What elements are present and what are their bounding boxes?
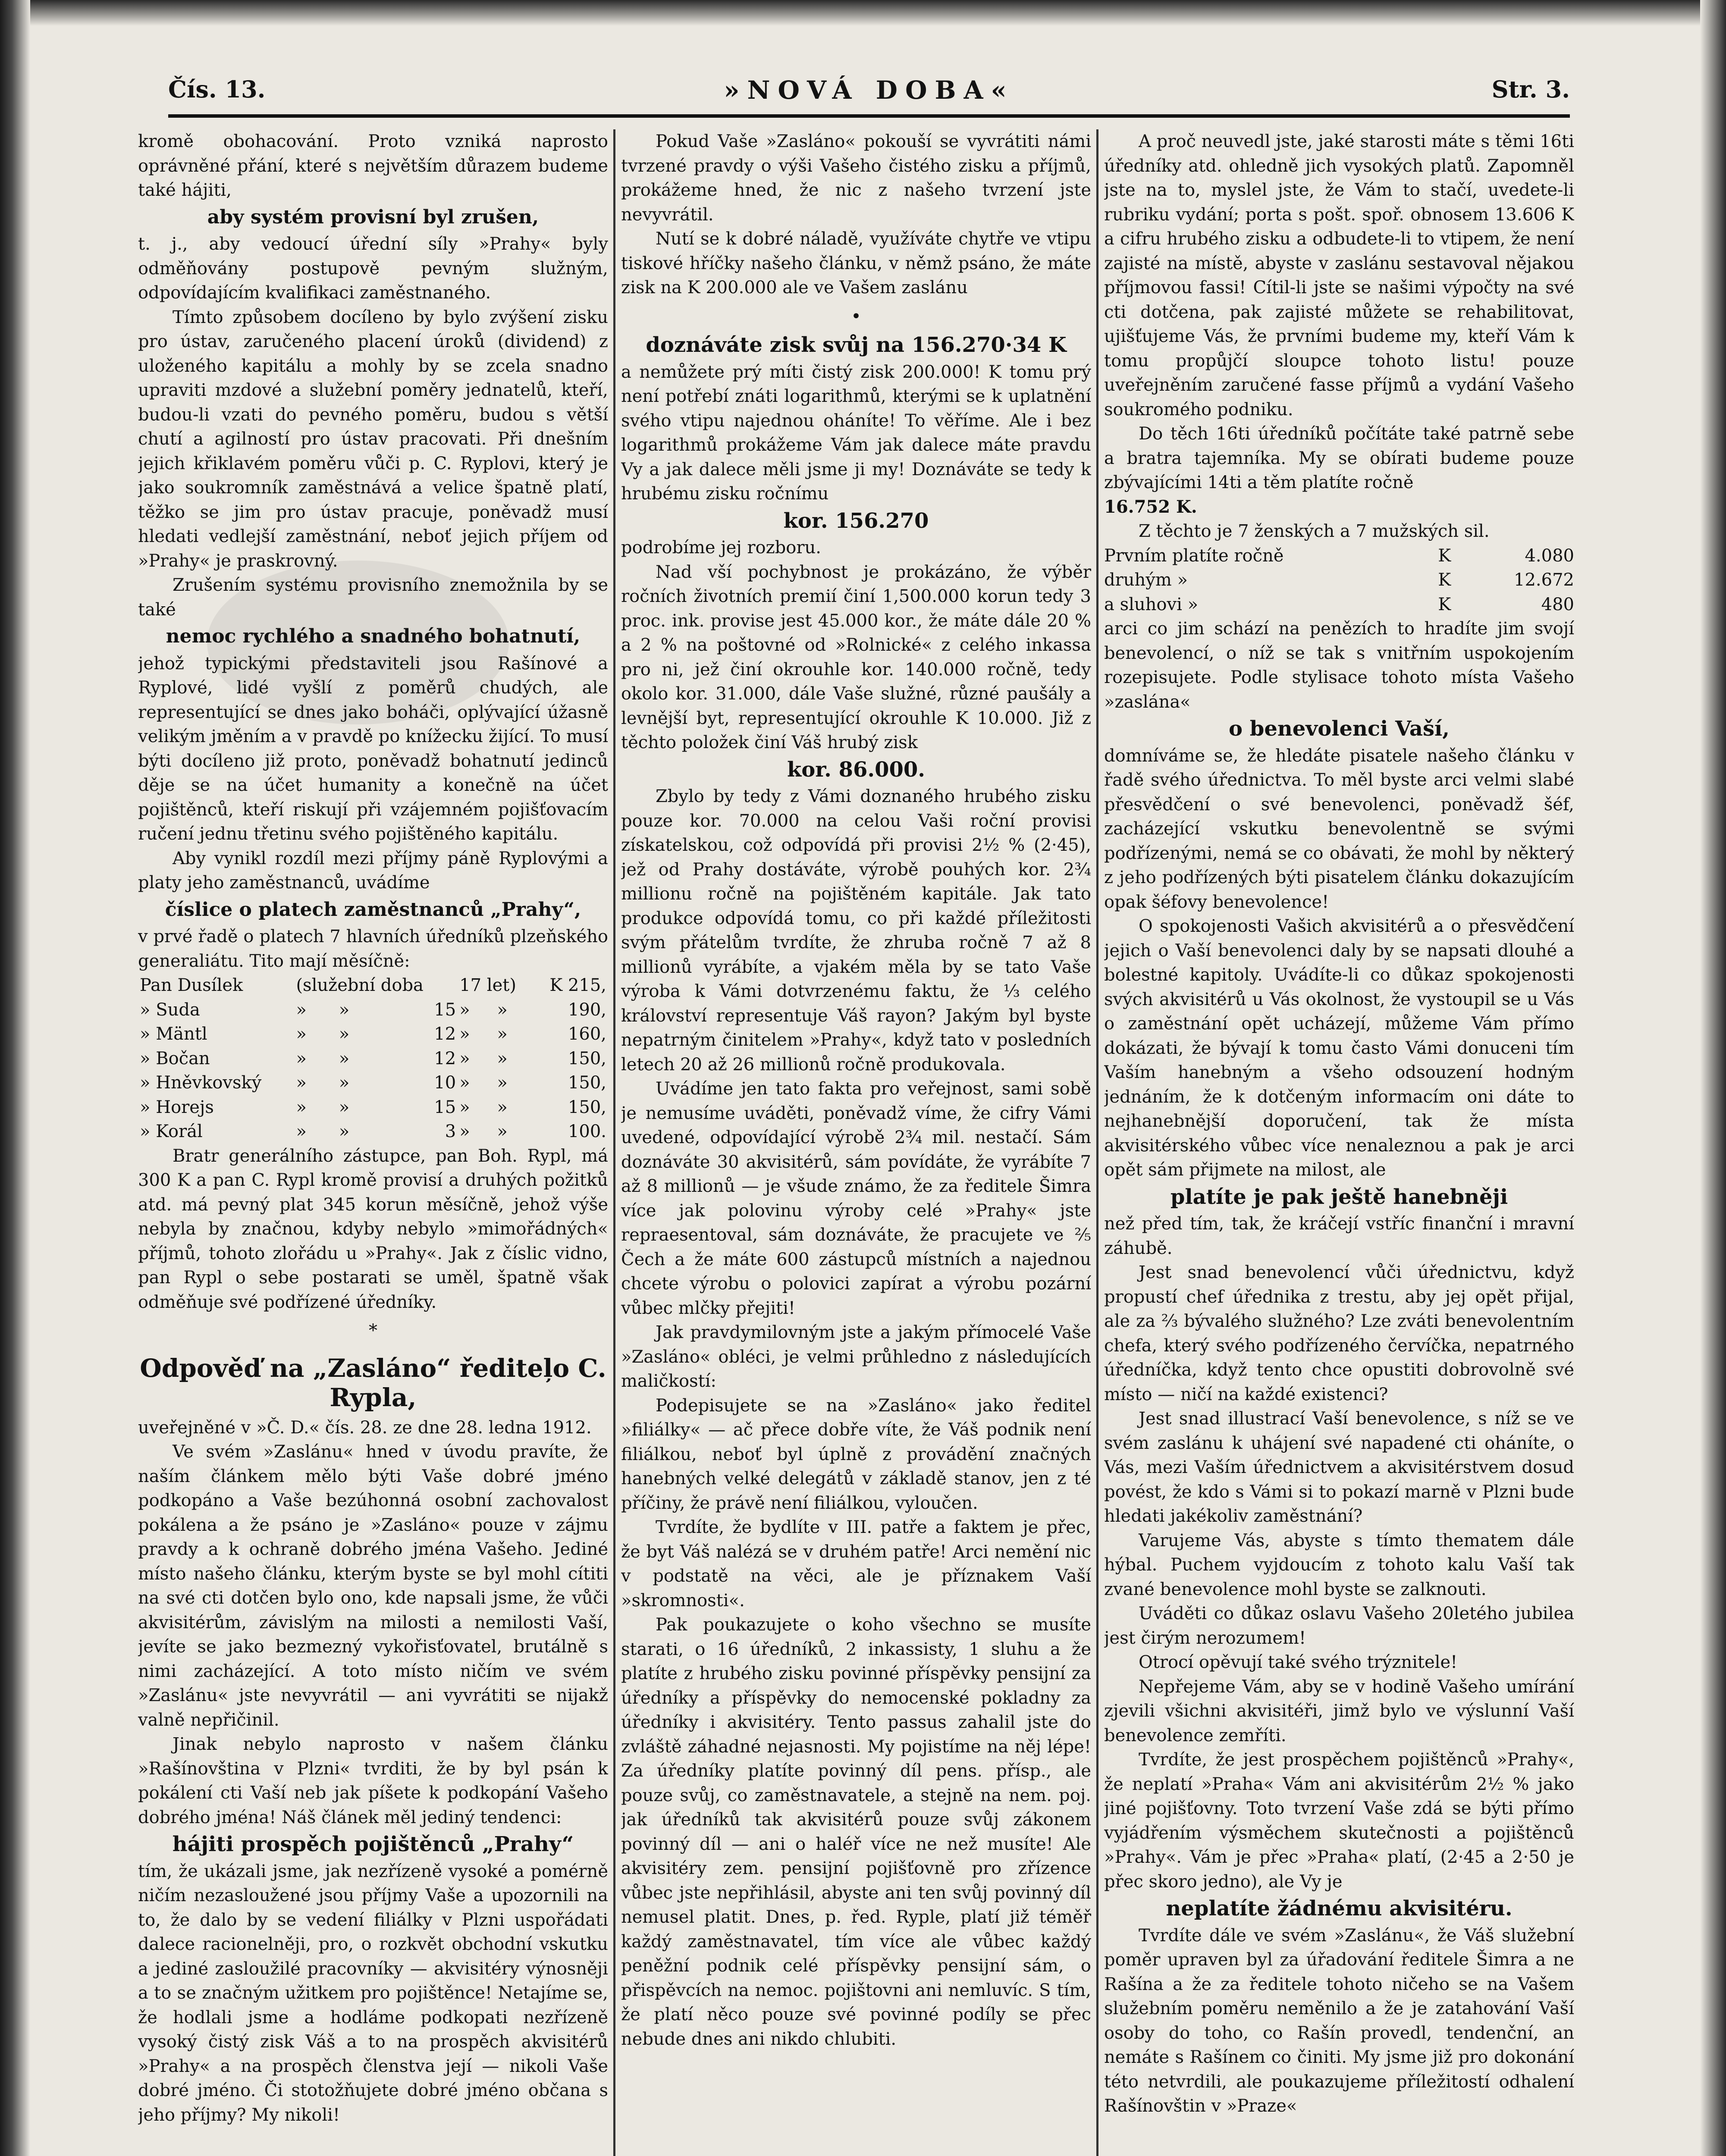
paragraph: podrobíme jej rozboru. bbox=[621, 538, 821, 558]
paragraph: Tímto způsobem docíleno by bylo zvýšení zisku pro ústav, zaručeného placení úroků (dividend) z uloženého kapitálu a mohly by se zcela snadno upraviti mzdové a služební poměry jednatelů, kteří, budou-li vzati do pevného poměru, budou s větší chutí a agilností pro ústav pracovati. Při dnešním jejich křiklavém poměru vůči p. C. Ryplovi, který je jako soukromník zaměstnává a velice špatně platí, těžko se jim pro ústav pracuje, poněvadž musí hledati vedlejší zaměstnání, neboť jejich příjem od »Prahy« je praskrovný. bbox=[138, 307, 608, 571]
table-cell: K bbox=[1438, 545, 1451, 566]
paragraph: t. j., aby vedoucí úřední síly »Prahy« byly odměňovány postupově pevným služným, odpovídajícím kvalifikaci zaměstnaného. bbox=[138, 234, 608, 303]
subheading: kor. 86.000. bbox=[787, 757, 925, 782]
subheading: o benevolenci Vaší, bbox=[1229, 717, 1450, 741]
table-cell: » bbox=[497, 1000, 508, 1020]
subheading: aby systém provisní byl zrušen, bbox=[207, 206, 539, 228]
table-cell: » bbox=[459, 1024, 470, 1044]
table-cell: 150, bbox=[568, 1073, 606, 1093]
table-cell: Prvním platíte ročně bbox=[1104, 545, 1284, 566]
table-cell: » bbox=[339, 1024, 350, 1044]
paragraph: Z těchto je 7 ženských a 7 mužských sil. bbox=[1139, 521, 1490, 541]
paragraph: Jest snad illustrací Vaší benevolence, s níž se ve svém zaslánu k uhájení své napadené cti oháníte, o Vás, mezi Vaším úřednictvem a akvisitérstvem dosud povést, že kdo s Vámi si to pokazí marně v Plzni bude hledati jakékoliv zaměstnání? bbox=[1104, 1409, 1574, 1526]
subheading: nemoc rychlého a snadného bohatnutí, bbox=[166, 625, 581, 647]
table-cell: » bbox=[339, 1097, 350, 1117]
table-row bbox=[1104, 592, 1574, 617]
table-row bbox=[138, 1071, 608, 1095]
subheading: kor. 156.270 bbox=[783, 508, 929, 533]
table-cell: » bbox=[339, 1000, 350, 1020]
table-cell: » Hněvkovský bbox=[140, 1073, 262, 1093]
table-cell: 3 bbox=[445, 1122, 456, 1141]
table-cell: 160, bbox=[568, 1024, 606, 1044]
table-row bbox=[138, 1022, 608, 1047]
paragraph: Varujeme Vás, abyste s tímto thematem dále hýbal. Puchem vyjdoucím z tohoto kalu Vaší tak zvané benevolence mohl byste se zalknouti. bbox=[1104, 1530, 1574, 1599]
table-cell: » bbox=[296, 1097, 307, 1117]
column-divider bbox=[613, 129, 615, 2156]
table-cell: » bbox=[459, 1097, 470, 1117]
table-cell: » Horejs bbox=[140, 1097, 214, 1117]
paragraph: arci co jim schází na penězích to hradíte jim svojí benevolencí, o níž se tak s vnitřním uspokojením rozepisujete. Podle stylisace tohoto místa Vašeho »zaslána« bbox=[1104, 619, 1574, 712]
table-cell: 15 bbox=[434, 1097, 456, 1117]
paragraph: jehož typickými představiteli jsou Rašínové a Ryplové, lidé vyšlí z poměrů chudých, ale representující se dnes jako boháči, oplývající úžasně velikým jměním a v pravdě po knížecku žijící. To musí býti docíleno již proto, poněvadž bohatnutí jedinců děje se na účet humanity a konečně na účet pojištěnců, kteří riskují při vzájemném pojišťovacím ručení jednu třetinu svého pojištěného kapitálu. bbox=[138, 653, 608, 844]
paragraph: v prvé řadě o platech 7 hlavních úředníků plzeňského generaliátu. Tito mají měsíčně: bbox=[138, 927, 608, 971]
table-cell: a sluhovi » bbox=[1104, 594, 1199, 614]
page-number: Str. 3. bbox=[1491, 75, 1570, 103]
table-cell: 12.672 bbox=[1514, 570, 1574, 590]
amount-highlight: 16.752 K. bbox=[1104, 496, 1197, 517]
paragraph: Tvrdíte, že bydlíte v III. patře a faktem je přec, že byt Váš nalézá se v druhém patře! Arci nemění nic v podstatě na věci, ale je příznakem Vaší »skromnosti«. bbox=[621, 1517, 1091, 1611]
paragraph: Jinak nebylo naprosto v našem článku »Rašínovština v Plzni« tvrditi, že by byl psán k pokálení cti Vaší neb jak píšete k podkopání Vašeho dobrého jména! Náš článek měl jediný tendenci: bbox=[138, 1734, 608, 1827]
paragraph: A proč neuvedl jste, jaké starosti máte s těmi 16ti úředníky atd. ohledně jich vysokých platů. Zapomněl jste na to, myslel jste, že Vám to stačí, uvedete-li rubriku vydání; porta s pošt. spoř. obnosem 13.606 K a cifru hrubého zisku a odbudete-li to vtipem, že není zajisté na místě, abyste v zaslánu sestavoval nějakou příjmovou fassi! Cítil-li jste se našimi výpočty na své cti dotčena, pak zajisté můžete se rehabilitovat, ujišťujeme Vás, že prvními budeme my, kteří Vám k tomu propůjčí sloupce tohoto listu! pouze uveřejněním zaručené fasse příjmů a vydání Vašeho soukromého podniku. bbox=[1104, 132, 1574, 420]
paragraph: Nutí se k dobré náladě, využíváte chytře ve vtipu tiskové hříčky našeho článku, v němž psáno, že máte zisk na K 200.000 ale ve Vašem zaslánu bbox=[621, 229, 1091, 298]
table-cell: 12 bbox=[434, 1024, 456, 1044]
table-cell: » bbox=[459, 1122, 470, 1141]
column-1 bbox=[138, 129, 608, 2156]
table-cell: » bbox=[339, 1122, 350, 1141]
section-separator: • bbox=[851, 306, 861, 326]
subheading: platíte je pak ještě hanebněji bbox=[1170, 1185, 1508, 1209]
table-cell: 100. bbox=[568, 1122, 606, 1141]
paragraph: Bratr generálního zástupce, pan Boh. Rypl, má 300 K a pan C. Rypl kromě provisí a druhých požitků atd. má pevný plat 345 korun měsíčně, jehož výše nebyla by značnou, kdyby nebylo »mimořádných« příjmů, tohoto zlořádu u »Prahy«. Jak z čísliс vidno, pan Rypl o sebe postarati se uměl, špatně však odměňuje své podřízené úředníky. bbox=[138, 1146, 608, 1312]
table-row bbox=[1104, 568, 1574, 592]
paragraph: Pokud Vaše »Zasláno« pokouší se vyvrátiti námi tvrzené pravdy o výši Vašeho čistého zisku a příjmů, prokážeme hned, že nic z našeho tvrzení jste nevyvrátil. bbox=[621, 132, 1091, 225]
table-cell: » bbox=[296, 1122, 307, 1141]
table-row bbox=[138, 1119, 608, 1144]
table-cell: » Korál bbox=[140, 1122, 203, 1141]
article-headline: Odpověď na „Zasláno“ řediteļo C. Rypla, bbox=[140, 1353, 606, 1412]
table-cell: » bbox=[497, 1097, 508, 1117]
paragraph: Uvádíme jen tato fakta pro veřejnost, sami sobě je nemusíme uváděti, poněvadž víme, že cifry Vámi uvedené, odpovídající výrobě 2¾ mil. nestačí. Sám doznáváte 30 akvisitérů, sám povídáte, že vyrábíte 7 až 8 millionů — je všude známo, že za ředitele Šimra více jak polovinu výroby celé »Prahy« jste repraesentoval, sám doznáváte, že pracujete ve ⅖ Čech a že máte 600 zástupců místních a najednou chcete výrobu o polovici zapírat a výrobu pozární vůbec mlčky přejiti! bbox=[621, 1079, 1091, 1318]
article-subtitle: uveřejněné v »Č. D.« čís. 28. ze dne 28. ledna 1912. bbox=[138, 1417, 592, 1438]
table-cell: » Mäntl bbox=[140, 1024, 207, 1044]
subheading: neplatíte žádnému akvisitéru. bbox=[1166, 1896, 1513, 1921]
table-cell: 15 bbox=[434, 1000, 456, 1020]
table-cell: 150, bbox=[568, 1097, 606, 1117]
page-header bbox=[168, 75, 1570, 110]
paragraph: Pak poukazujete o koho všechno se musíte starati, o 16 úředníků, 2 inkassisty, 1 sluhu a že platíte z hrubého zisku povinné příspěvky pensijní za úředníky a příspěvky do nemocenské pokladny za úředníky i akvisitéry. Tento passus zahalil jste do zvláště záhadné nejasnosti. My pojistíme na něj lépe! Za úředníky platíte povinný díl pens. přísp., ale pouze svůj, co zaměstnavatele, a stejně na nem. poj. jak úředníků tak akvisitérů pouze svůj zákonem povinný díl — ani o haléř více ne než musíte! Ale akvisitéry zem. pensijní pojišťovně pro zřízence vůbec jste nepřihlásil, abyste ani ten svůj povinný díl nemusel platit. Dnes, p. řed. Ryple, platí již téměř každý zaměstnavatel, tím více ale vůbec každý peněžní podnik celé příspěvky pensijní sám, o přispěvcích na nemoc. pojištovni ani nemluvíc. S tím, že platí něco pouze své povinné podíly se přec nebude dnes ani nikdo chlubiti. bbox=[621, 1615, 1091, 2049]
table-cell: 4.080 bbox=[1525, 545, 1574, 566]
table-cell: 10 bbox=[434, 1073, 456, 1093]
paragraph: než před tím, tak, že kráčejí vstříc finanční i mravní záhubě. bbox=[1104, 1214, 1574, 1258]
table-cell: » bbox=[296, 1073, 307, 1093]
paragraph: Uváděti co důkaz oslavu Vašeho 20letého jubilea jest čirým nerozumem! bbox=[1104, 1604, 1574, 1648]
paragraph: O spokojenosti Vašich akvisitérů a o přesvědčení jejich o Vaší benevolenci daly by se napsati dlouhé a bolestné kapitoly. Uvádíte-li co důkaz spokojenosti svých akvisitérů u Vás okolnost, že vystoupil se u Vás o zaměstnání opět ucházejí, můžeme Vám přímo dokázati, že bývají k tomu často Vámi donuceni tím Vaším hanebným a všeho odsouzení hodným jednáním, že k dotčeným informacím oni dáte to nejhanebnější doporučení, tak že místa akvisitérského vůbec více nenaleznou a pak je arci opět sám přijmete na milost, ale bbox=[1104, 916, 1574, 1180]
paragraph: tím, že ukázali jsme, jak nezřízeně vysoké a pomérně ničím nezasloužené jsou příjmy Vaše a upozornili na to, že dalo by se vedení filiálky v Plzni uspořádati dalece racionelněji, pro, o rozkvět obchodní vskutku a jediné zasloužilé pracovníky — akvisitéry výnosněji a to se značným užitkem pro pojištěnce! Netajíme se, že hodlali jsme a hodláme podkopati nezřízeně vysoký čistý zisk Váš a to na prospěch akvisitérů »Prahy« a na prospěch členstva její — nikoli Vaše dobré jméno. Či stotožňujete dobré jméno občana s jeho příjmy? My nikoli! bbox=[138, 1861, 608, 2125]
table-cell: druhým » bbox=[1104, 570, 1188, 590]
paragraph: Nepřejeme Vám, aby se v hodině Vašeho umírání zjevili všichni akvisitéři, jimž bylo ve výslunní Vaší benevolence zemříti. bbox=[1104, 1677, 1574, 1745]
table-cell: 12 bbox=[434, 1048, 456, 1069]
scan-edge-top bbox=[0, 0, 1726, 26]
paragraph: Do těch 16ti úředníků počítáte také patrně sebe a bratra tajemníka. My se obírati budeme pouze zbývajícími 14ti a těm platíte ročně bbox=[1104, 424, 1574, 492]
table-cell: 150, bbox=[568, 1048, 606, 1069]
table-row bbox=[138, 1047, 608, 1071]
table-cell: » Bočan bbox=[140, 1048, 210, 1069]
scan-edge-right bbox=[1700, 0, 1726, 2156]
subheading: hájiti prospěch pojištěnců „Prahy“ bbox=[172, 1832, 574, 1856]
column-2 bbox=[621, 129, 1091, 2156]
table-row bbox=[1104, 544, 1574, 568]
table-cell: 190, bbox=[568, 1000, 606, 1020]
table-cell: » bbox=[296, 1024, 307, 1044]
table-cell: » bbox=[459, 1000, 470, 1020]
table-cell: Pan Dusílek bbox=[140, 975, 243, 995]
header-rule bbox=[168, 114, 1570, 118]
paragraph: Otrocí opěvují také svého trýznitele! bbox=[1139, 1652, 1458, 1672]
table-cell: » bbox=[459, 1048, 470, 1069]
paragraph: Jak pravdymilovným jste a jakým přímocelé Vaše »Zasláno« obléci, je velmi průhledno z následujících maličkostí: bbox=[621, 1322, 1091, 1391]
scan-edge-left bbox=[0, 0, 30, 2156]
paragraph: Podepisujete se na »Zasláno« jako ředitel »filiálky« — ač přece dobře víte, že Váš podnik není filiálkou, neboť byl úplně z provádění značných hanebných velké delegátů v základě stanov, jen z té příčiny, že právě není filiálkou, vyloučen. bbox=[621, 1395, 1091, 1513]
salary-table bbox=[138, 973, 608, 1144]
paragraph: a nemůžete prý míti čistý zisk 200.000! K tomu prý není potřebí znáti logarithmů, kterými se k uplatnění svého vtipu najednou oháníte! To věříme. Ale i bez logarithmů prokážeme Vám jak dalece máte pravdu Vy a jak dalece měli jsme ji my! Doznáváte se tedy k hrubému zisku ročnímu bbox=[621, 362, 1091, 504]
column-3 bbox=[1104, 129, 1574, 2156]
table-cell: » bbox=[497, 1048, 508, 1069]
paragraph: Zrušením systému provisního znemožnila by se také bbox=[138, 575, 608, 620]
table-cell: K 215, bbox=[549, 975, 606, 995]
table-cell: » bbox=[339, 1073, 350, 1093]
paragraph: Jest snad benevolencí vůči úřednictvu, když propustí chef úřednika z trestu, aby jej opět přijal, ale za ⅔ bývalého služného? Lze zváti benevolentním chefa, který svého podřízeného červíčka, nepatrného úředníčka, když tento chce opustiti dobrovolně své místo — ničí na každé existenci? bbox=[1104, 1263, 1574, 1404]
table-cell: (služební doba bbox=[296, 975, 424, 995]
paragraph: Tvrdíte, že jest prospěchem pojištěnců »Prahy«, že neplatí »Praha« Vám ani akvisitérům 2½ % jako jiné pojišťovny. Toto tvrzení Vaše zdá se býti přímo vyjádřením výsměchem skutečnosti a pojištěnců »Prahy«. Vám je přec »Praha« platí, (2·45 a 2·50 je přec skoro jedno), ale Vy je bbox=[1104, 1750, 1574, 1892]
table-cell: » bbox=[296, 1048, 307, 1069]
paragraph: domníváme se, že hledáte pisatele našeho článku v řadě svého úřednictva. To měl byste arci velmi slabé přesvědčení o své benevolenci, poněvadž šéf, zacházející vskutku benevolentně se svými podřízenými, nemá se co obávati, že mohl by některý z jeho podřízených býti pisatelem článku dokazujícím opak šéfovy benevolence! bbox=[1104, 746, 1574, 912]
table-cell: » bbox=[296, 1000, 307, 1020]
table-cell: » bbox=[497, 1122, 508, 1141]
table-row bbox=[138, 1095, 608, 1120]
table-cell: » Suda bbox=[140, 1000, 200, 1020]
staff-pay-table bbox=[1104, 544, 1574, 617]
issue-number: Čís. 13. bbox=[168, 75, 266, 103]
subheading: číslice o platech zaměstnanců „Prahy“, bbox=[165, 898, 581, 921]
table-cell: K bbox=[1438, 570, 1451, 590]
table-cell: » bbox=[497, 1024, 508, 1044]
paragraph: Nad vší pochybnost je prokázáno, že výběr ročních životních premií činí 1,500.000 korun tedy 3 proc. ink. provise jest 45.000 kor., že máte dále 20 % a 2 % na poštovné od »Rolnické« z celého inkassa pro ni, jež činí okrouhle kor. 140.000 ročně, tedy okolo kor. 31.000, dále Vaše služné, různé paušály a levnější byt, representující okrouhle K 10.000. Již z těchto položek činí Váš hrubý zisk bbox=[621, 562, 1091, 752]
paragraph: Tvrdíte dále ve svém »Zaslánu«, že Váš služební poměr upraven byl za úřadování ředitele Šimra a ne Rašína a že za ředitele tohoto ničeho se na Vašem služebním poměru neměnilo a že je zatahování Vaší osoby do toho, co Rašín provedl, tendenční, an nemáte s Rašínem co činiti. My jsme již pro dokonání této netvrdili, ale poukazujeme příležitostí odhalení Rašínovštin v »Praze« bbox=[1104, 1925, 1574, 2116]
table-row bbox=[138, 998, 608, 1022]
table-cell: » bbox=[339, 1048, 350, 1069]
masthead-title: »NOVÁ DOBA« bbox=[724, 75, 1014, 105]
column-divider bbox=[1096, 129, 1098, 2156]
table-cell: K bbox=[1438, 594, 1451, 614]
table-cell: 480 bbox=[1541, 594, 1574, 614]
table-cell: » bbox=[497, 1073, 508, 1093]
subheading: doznáváte zisk svůj na 156.270·34 K bbox=[646, 333, 1067, 357]
table-row bbox=[138, 973, 608, 998]
section-separator: * bbox=[369, 1321, 377, 1341]
table-cell: » bbox=[459, 1073, 470, 1093]
table-cell: 17 let) bbox=[459, 975, 516, 995]
paragraph: Ve svém »Zaslánu« hned v úvodu pravíte, že naším článkem mělo býti Vaše dobré jméno podkopáno a Vaše bezúhonná osobní zachovalost pokálena a že psáno je »Zasláno« pouze v zájmu pravdy a k ochraně dobrého jména Vašeho. Jediné místo našeho článku, kterým byste se byl mohl cítiti na své cti dotčen bylo ono, kde napsali jsme, že vůči akvisitérům, závislým na milosti a nemilosti Vaší, jevíte se jako bezmezný vykořisťovatel, brutálně s nimi zacházející. A toto místo ničím ve svém »Zaslánu« jste nevyvrátil — ani vyvrátiti se nijakž valně nepřičinil. bbox=[138, 1442, 608, 1730]
paragraph: Zbylo by tedy z Vámi doznaného hrubého zisku pouze kor. 70.000 na celou Vaši roční provisi získatelskou, což odpovídá při provisi 2½ % (2·45), jež od Prahy dostáváte, výrobě pouhých kor. 2¾ millionu ročně na pojištěném kapitále. Jak tato produkce odpovídá tomu, co při každé příležitosti svým přátelům tvrdíte, že zhruba ročně 7 až 8 millionů vyrábíte, a vjakém měla by se tato Vaše výroba k Vámi dotvrzenému faktu, že ⅓ celého království representuje Váš rayon? Jakým byl byste nepatrným činitelem »Prahy«, když tato v posledních letech 20 až 26 millionů ročně produkovala. bbox=[621, 787, 1091, 1075]
paragraph: kromě obohacování. Proto vzniká naprosto oprávněné přání, které s největším důrazem budeme také hájiti, bbox=[138, 132, 608, 200]
paragraph: Aby vynikl rozdíl mezi příjmy páně Ryplovými a platy jeho zaměstnanců, uvádíme bbox=[138, 848, 608, 893]
